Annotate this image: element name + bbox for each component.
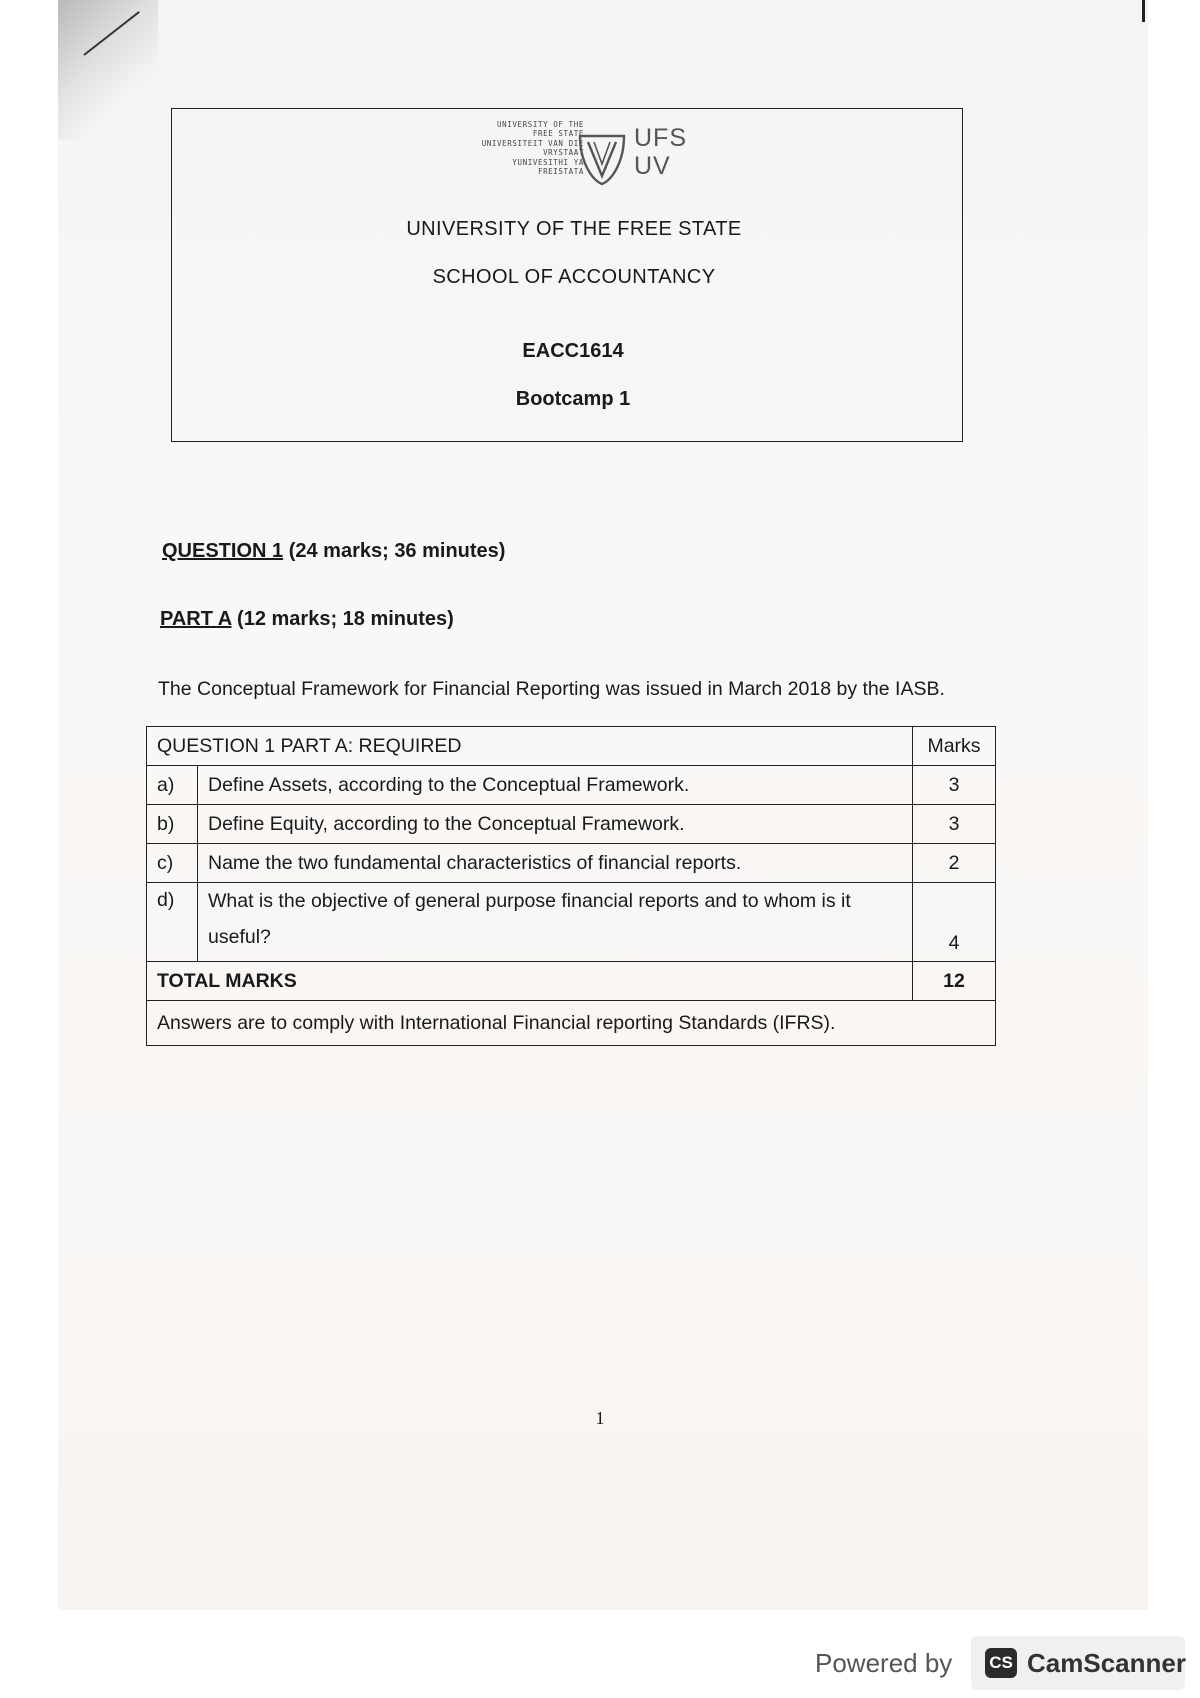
total-row xyxy=(147,962,996,1001)
total-label: TOTAL MARKS xyxy=(147,962,913,1001)
table-row xyxy=(147,883,996,962)
header-label: QUESTION 1 PART A: REQUIRED xyxy=(147,727,913,766)
row-text: Define Equity, according to the Conceptual Framework. xyxy=(198,805,913,844)
table-row xyxy=(147,805,996,844)
intro-paragraph: The Conceptual Framework for Financial Reporting was issued in March 2018 by the IASB. xyxy=(158,678,945,700)
header-marks: Marks xyxy=(913,727,996,766)
row-marks: 4 xyxy=(913,883,996,962)
page-number: 1 xyxy=(595,1408,605,1428)
row-marks: 2 xyxy=(913,844,996,883)
pen-tick xyxy=(1142,0,1145,22)
row-text: Define Assets, according to the Conceptual Framework. xyxy=(198,766,913,805)
row-label: c) xyxy=(147,844,198,883)
page-fold-shadow xyxy=(58,0,158,140)
requirements-table xyxy=(146,726,996,1046)
camscanner-badge xyxy=(971,1636,1185,1690)
footer-note: Answers are to comply with International Financial reporting Standards (IFRS). xyxy=(147,1001,996,1046)
logo-emblem-icon xyxy=(576,128,628,188)
table-header-row xyxy=(147,727,996,766)
footer-note-row xyxy=(147,1001,996,1046)
total-marks: 12 xyxy=(913,962,996,1001)
row-label: a) xyxy=(147,766,198,805)
row-marks: 3 xyxy=(913,766,996,805)
camscanner-name: CamScanner xyxy=(1027,1648,1186,1678)
camscanner-watermark xyxy=(815,1636,1185,1690)
camscanner-icon: CS xyxy=(985,1648,1017,1678)
logo-wordmark: UNIVERSITY OF THE FREE STATE UNIVERSITEIT VAN DIE VRYSTAAT YUNIVESITHI YA FREISTATA xyxy=(481,120,584,177)
row-marks: 3 xyxy=(913,805,996,844)
row-text: What is the objective of general purpose financial reports and to whom is it useful? xyxy=(198,883,913,962)
course-code: EACC1614 xyxy=(522,340,624,362)
table-row xyxy=(147,844,996,883)
university-logo xyxy=(456,118,696,194)
table-row xyxy=(147,766,996,805)
school-name: SCHOOL OF ACCOUNTANCY xyxy=(432,266,716,288)
row-text: Name the two fundamental characteristics of financial reports. xyxy=(198,844,913,883)
row-label: d) xyxy=(147,883,198,962)
powered-by-text: Powered by xyxy=(815,1648,953,1678)
university-name: UNIVERSITY OF THE FREE STATE xyxy=(406,218,742,240)
logo-abbreviation: UFS UV xyxy=(634,124,687,180)
part-heading: PART A (12 marks; 18 minutes) xyxy=(160,608,454,630)
question-heading: QUESTION 1 (24 marks; 36 minutes) xyxy=(162,540,506,562)
row-label: b) xyxy=(147,805,198,844)
session-title: Bootcamp 1 xyxy=(515,388,631,410)
